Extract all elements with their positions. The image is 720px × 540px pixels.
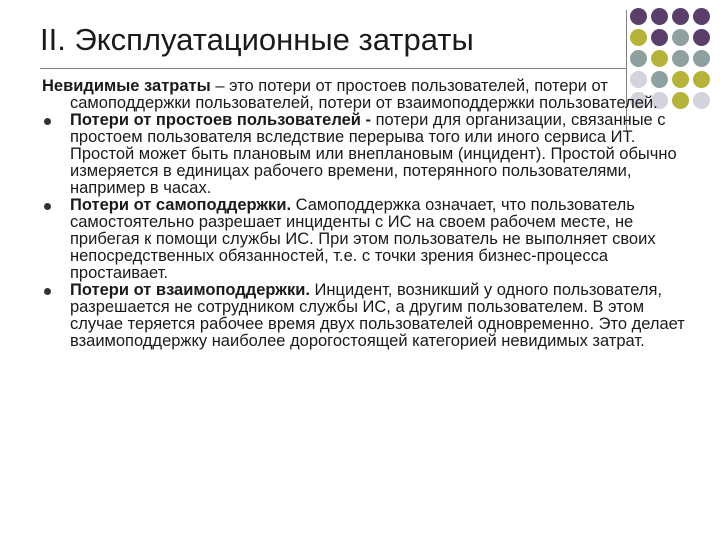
item-text: Инцидент, возникший у одного пользователя, разрешается не сотрудником службы ИС, а другим пользователем. В этом случае теряется рабочее время двух пользователей одновременно. Это делает взаимоподдержку наиболее дорогостоящей категорией невидимых затрат. <box>70 281 685 350</box>
horizontal-divider <box>40 68 626 69</box>
decorative-dot <box>693 92 710 109</box>
decorative-dot <box>693 50 710 67</box>
item-text: потери для организации, связанные с простоем пользователя вследствие перерыва того или иного сервиса ИТ. Простой может быть плановым или внеплановым (инцидент). Простой обычно измеряется в единицах рабочего времени, потерянного пользователями, например в часах. <box>70 111 677 197</box>
decorative-dot <box>672 8 689 25</box>
bullet-icon <box>44 288 51 295</box>
decorative-dot <box>672 29 689 46</box>
bullet-list <box>42 112 692 350</box>
decorative-dot <box>651 8 668 25</box>
bullet-icon <box>44 118 51 125</box>
list-item <box>42 197 692 282</box>
item-lead: Потери от самоподдержки. <box>70 196 292 214</box>
item-lead: Потери от простоев пользователей - <box>70 111 372 129</box>
decorative-dot <box>630 8 647 25</box>
slide-body <box>42 78 692 350</box>
decorative-dot <box>693 71 710 88</box>
bullet-icon <box>44 203 51 210</box>
decorative-dot <box>693 8 710 25</box>
decorative-dot <box>651 50 668 67</box>
intro-paragraph <box>42 78 692 112</box>
decorative-dot <box>672 50 689 67</box>
decorative-dot <box>630 29 647 46</box>
list-item <box>42 282 692 350</box>
item-text: Самоподдержка означает, что пользователь самостоятельно разрешает инциденты с ИС на своем рабочем месте, не прибегая к помощи службы ИС. При этом пользователь не выполняет своих непосредственных обязанностей, т.е. с точки зрения бизнес-процесса простаивает. <box>70 196 656 282</box>
slide-title: II. Эксплуатационные затраты <box>40 22 474 57</box>
list-item <box>42 112 692 197</box>
decorative-dot <box>693 29 710 46</box>
intro-lead: Невидимые затраты <box>42 77 211 95</box>
decorative-dot <box>630 50 647 67</box>
decorative-dot <box>651 29 668 46</box>
intro-text: – это потери от простоев пользователей, потери от самоподдержки пользователей, потери от взаимоподдержки пользователей. <box>70 77 658 112</box>
item-lead: Потери от взаимоподдержки. <box>70 281 310 299</box>
